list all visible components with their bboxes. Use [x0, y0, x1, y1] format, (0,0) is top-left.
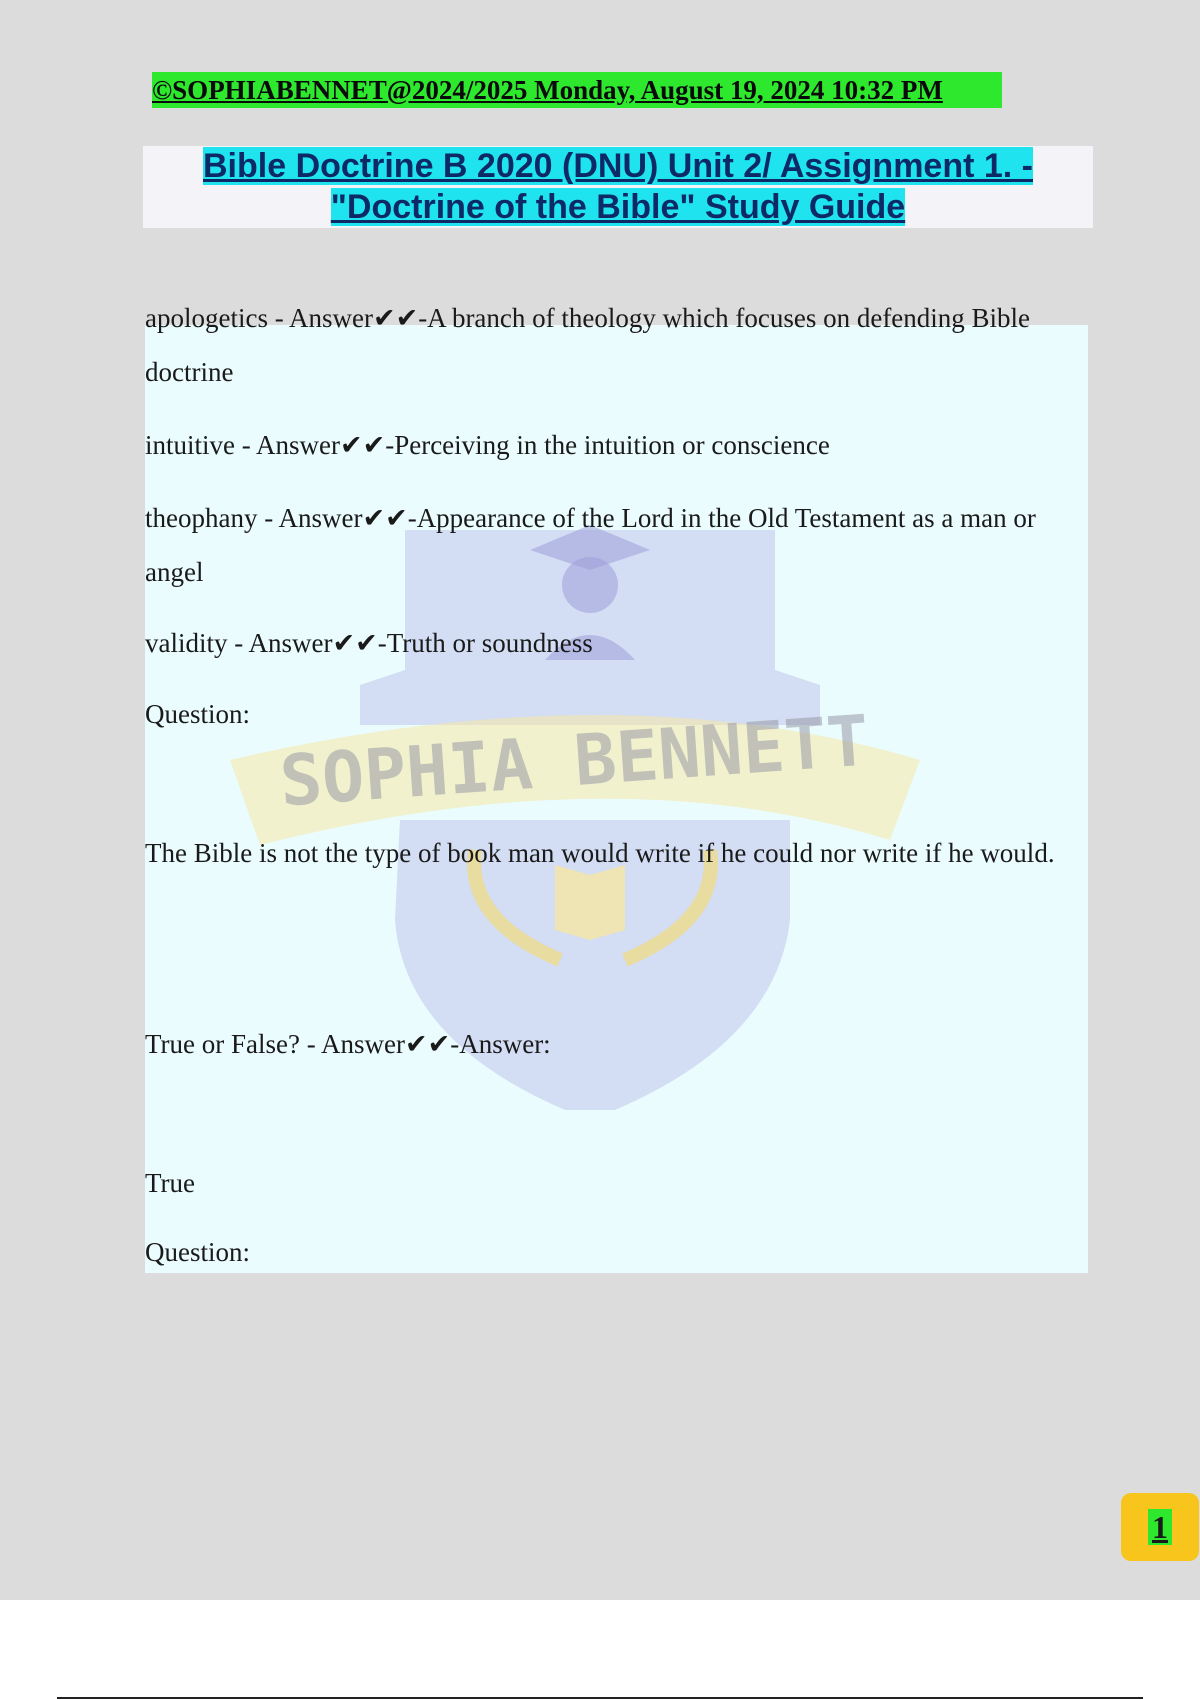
list-item: Question:	[145, 699, 250, 729]
list-item: apologetics - Answer✔✔-A branch of theology which focuses on defending Bible doctrine	[145, 303, 1031, 387]
list-item: True or False? - Answer✔✔-Answer:	[145, 1029, 551, 1059]
title-line-2: "Doctrine of the Bible" Study Guide	[330, 188, 906, 226]
watermark-text: SOPHIA BENNETT	[277, 699, 872, 823]
list-item: theophany - Answer✔✔-Appearance of the Lord in the Old Testament as a man or angel	[145, 503, 1036, 587]
title-line-1: Bible Doctrine B 2020 (DNU) Unit 2/ Assignment 1. -	[203, 147, 1033, 185]
header-stamp: ©SOPHIABENNET@2024/2025 Monday, August 19, 2024 10:32 PM	[152, 72, 1002, 108]
list-item: intuitive - Answer✔✔-Perceiving in the intuition or conscience	[145, 430, 830, 460]
list-item: Question:	[145, 1237, 250, 1267]
document-title	[143, 146, 1093, 228]
list-item: True	[145, 1168, 196, 1198]
list-item: validity - Answer✔✔-Truth or soundness	[145, 628, 593, 658]
page-number-badge	[1121, 1493, 1199, 1561]
footer-divider	[57, 1697, 1143, 1699]
list-item: The Bible is not the type of book man would write if he could nor write if he would.	[145, 838, 1055, 868]
page-number: 1	[1148, 1509, 1172, 1545]
